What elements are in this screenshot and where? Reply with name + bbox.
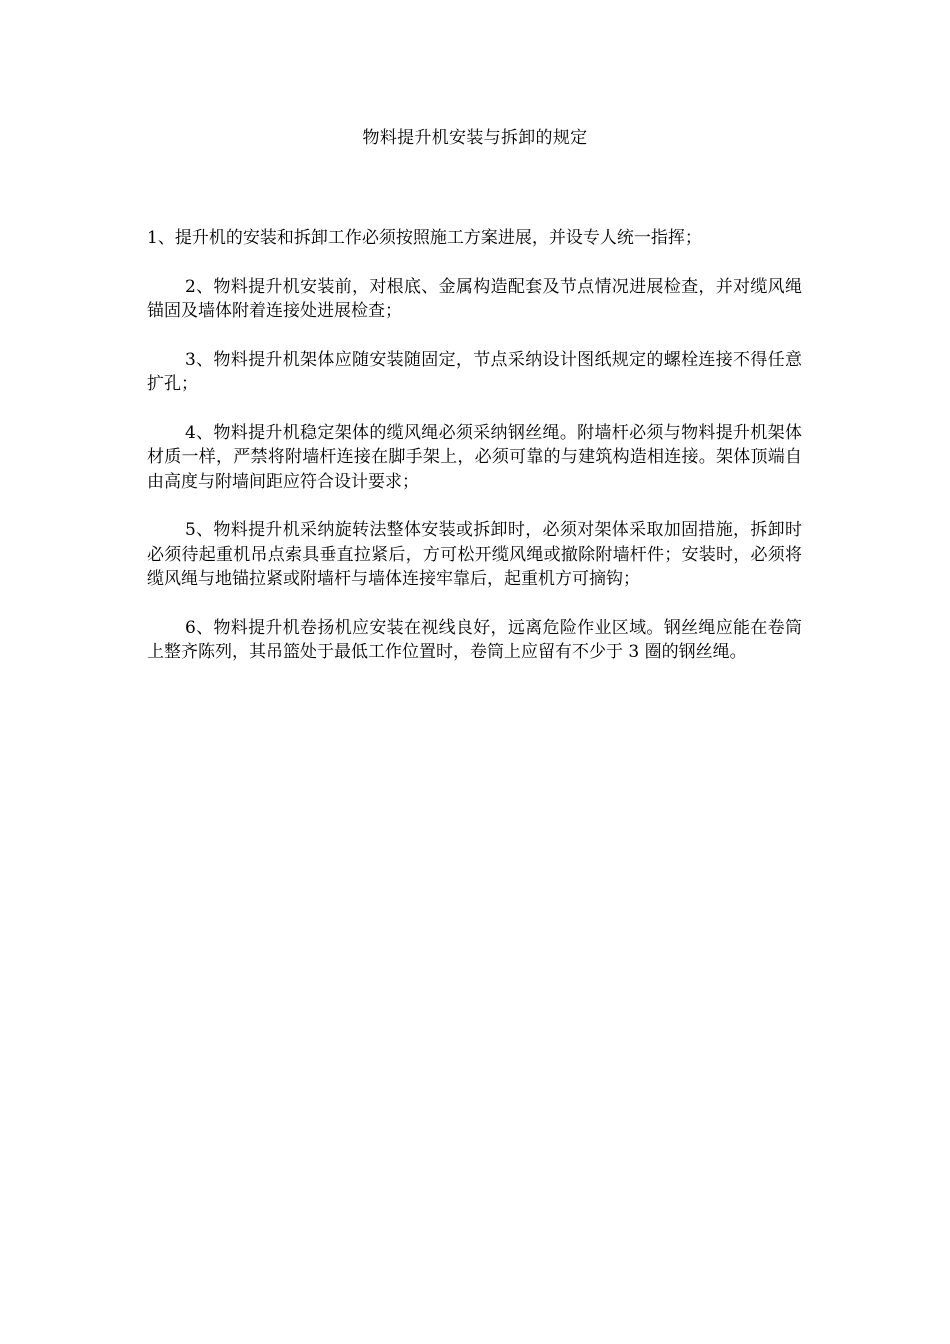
paragraph-5: 5、物料提升机采纳旋转法整体安装或拆卸时，必须对架体采取加固措施，拆卸时必须待起重机吊点索具垂直拉紧后，方可松开缆风绳或撤除附墙杆件；安装时，必须将缆风绳与地锚拉紧或附墙杆与墙体连接牢靠后，起重机方可摘钩； [147, 520, 802, 589]
paragraph-1: 1、提升机的安装和拆卸工作必须按照施工方案进展，并设专人统一指挥； [147, 228, 702, 248]
paragraph-2: 2、物料提升机安装前，对根底、金属构造配套及节点情况进展检查，并对缆风绳锚固及墙体附着连接处进展检查； [147, 276, 802, 321]
document-body [147, 226, 802, 689]
paragraph-3: 3、物料提升机架体应随安装随固定，节点采纳设计图纸规定的螺栓连接不得任意扩孔； [147, 349, 802, 394]
document-title: 物料提升机安装与拆卸的规定 [362, 128, 588, 148]
paragraph-4: 4、物料提升机稳定架体的缆风绳必须采纳钢丝绳。附墙杆必须与物料提升机架体材质一样，严禁将附墙杆连接在脚手架上，必须可靠的与建筑构造相连接。架体顶端自由高度与附墙间距应符合设计要求； [147, 422, 802, 492]
paragraph-6: 6、物料提升机卷扬机应安装在视线良好，远离危险作业区域。钢丝绳应能在卷筒上整齐陈列，其吊篮处于最低工作位置时，卷筒上应留有不少于 3 圈的钢丝绳。 [147, 617, 802, 662]
